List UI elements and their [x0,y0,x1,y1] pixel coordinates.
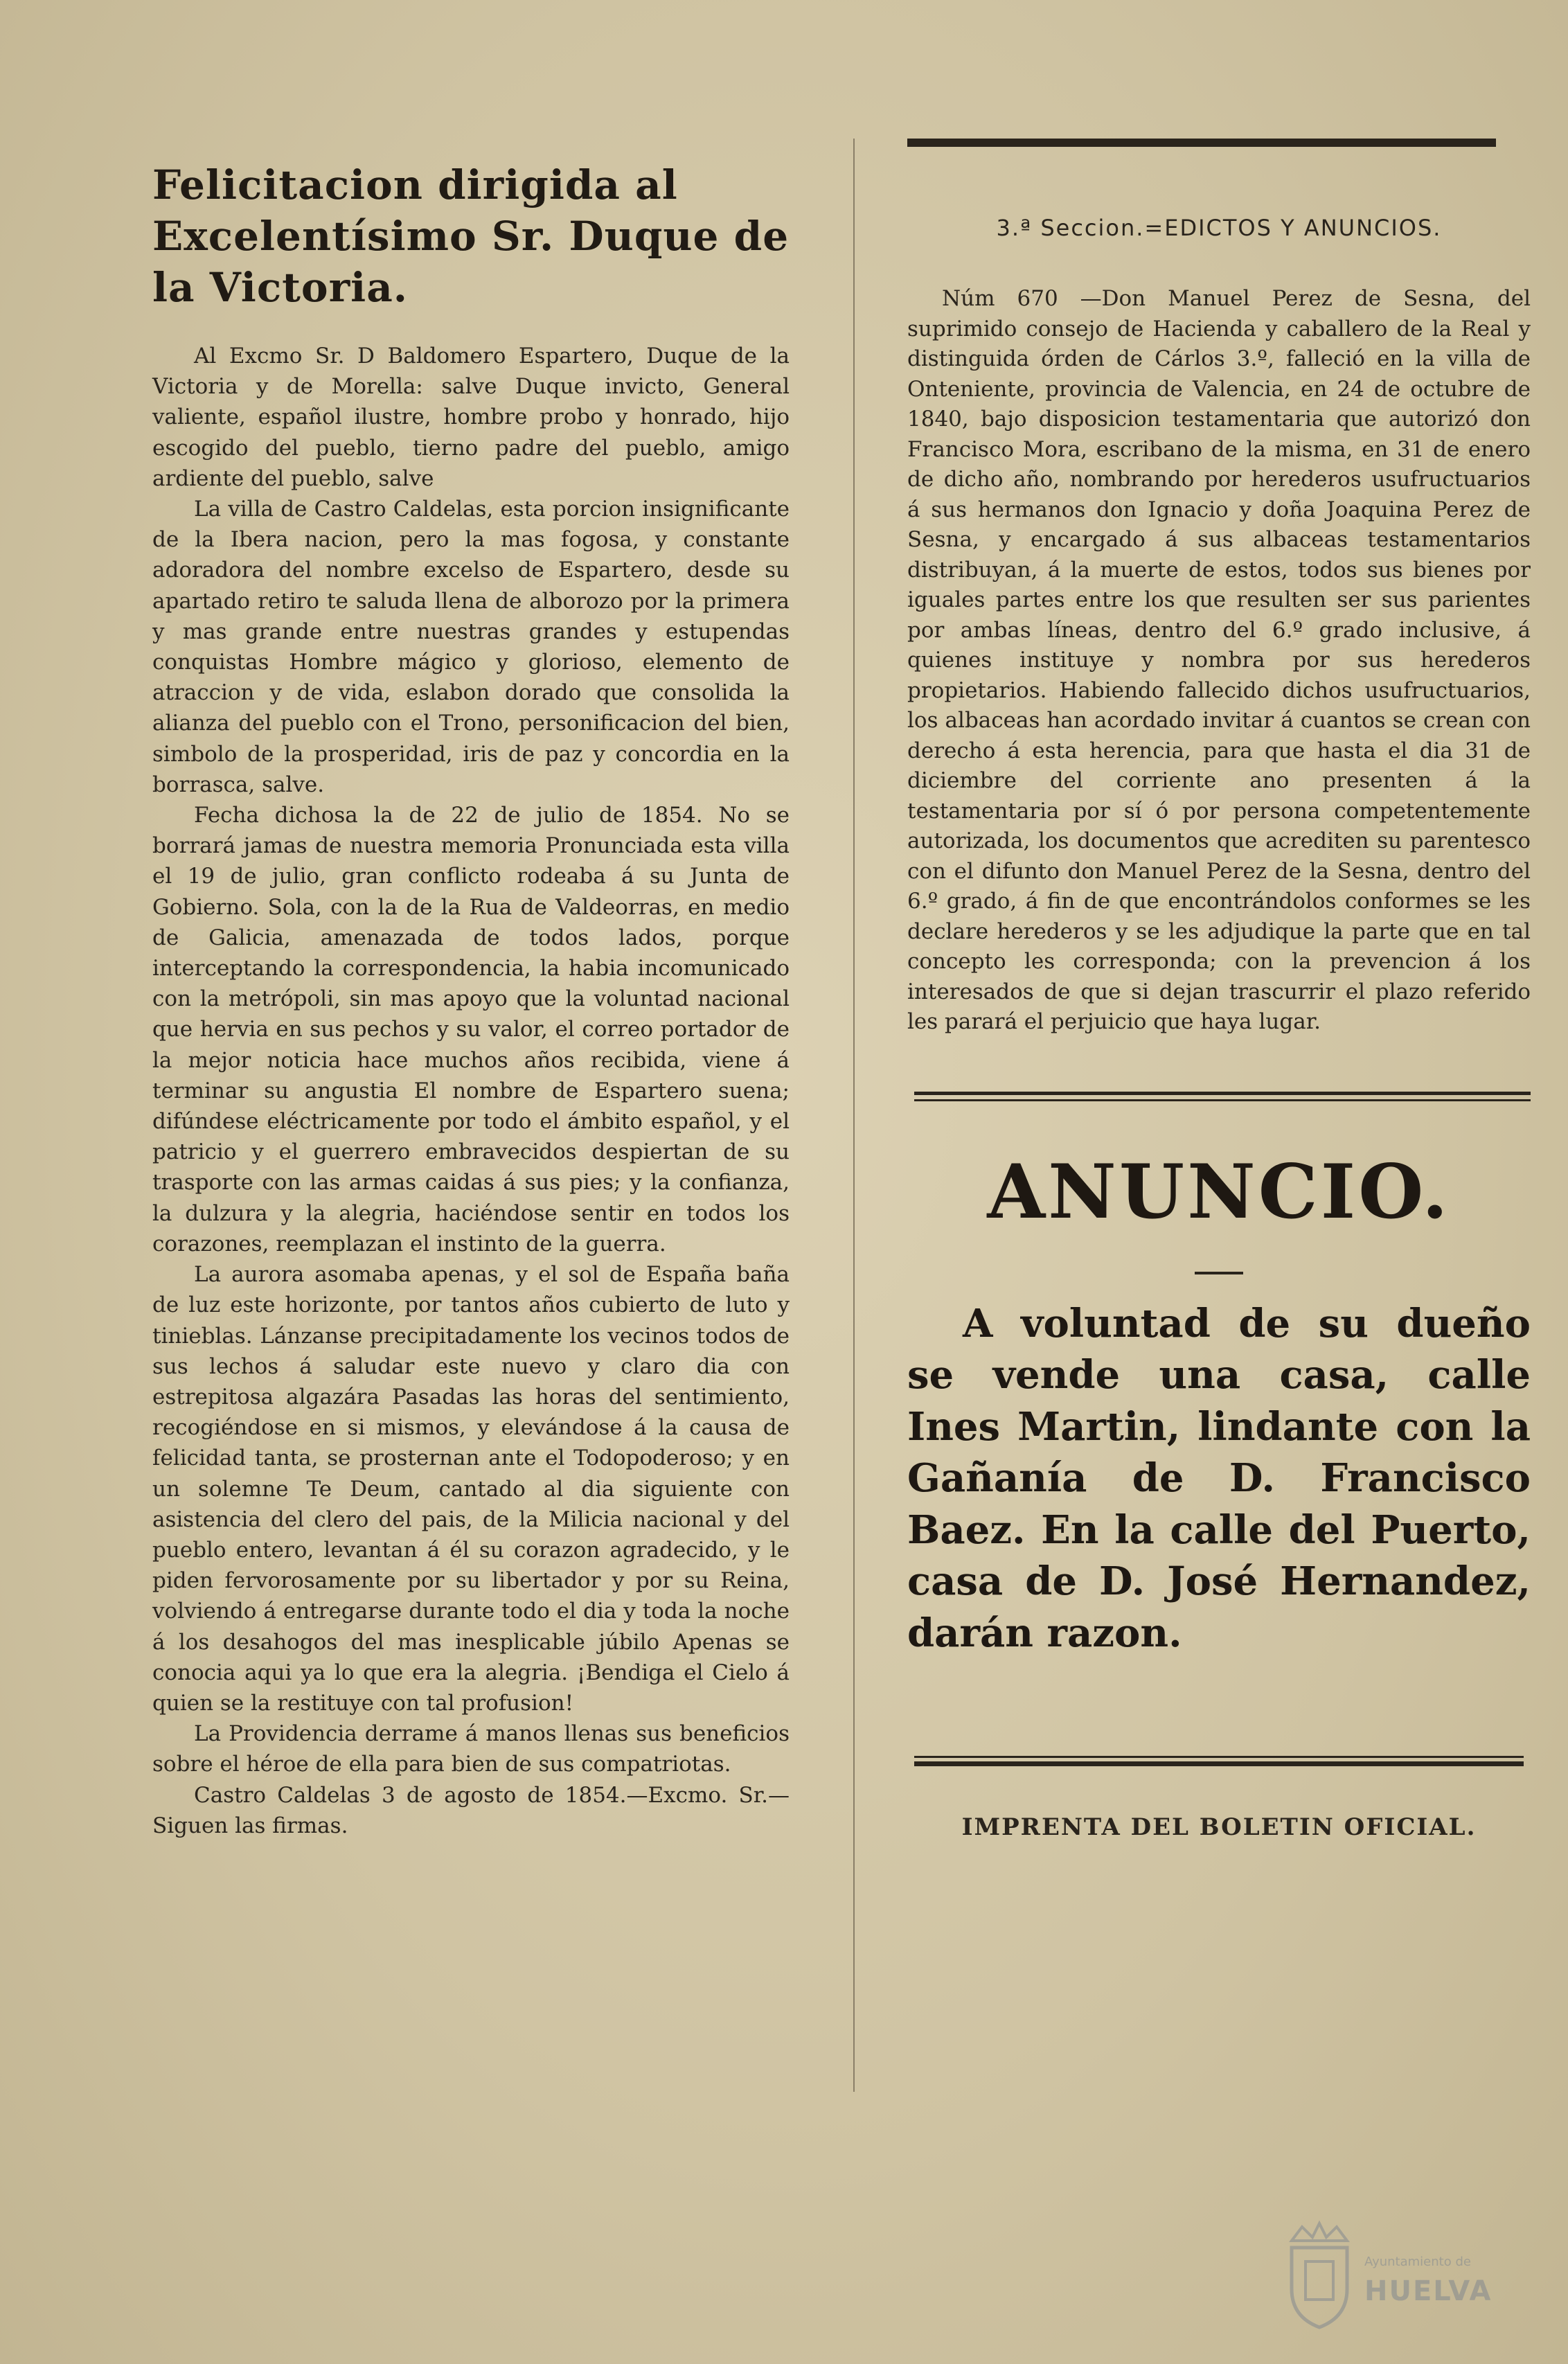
right-column [907,139,1531,1841]
archive-watermark [1281,2220,1531,2338]
bottom-rule [914,1756,1524,1766]
column-divider [853,139,855,2092]
top-rule [907,139,1496,147]
anuncio-heading: ANUNCIO. [987,1148,1451,1236]
section-heading: 3.ª Seccion.=EDICTOS Y ANUNCIOS. [996,215,1442,241]
article-title: Felicitacion dirigida al Excelentísimo Sr. Duque de la Victoria. [152,161,790,311]
anuncio-body: A voluntad de su dueño se vende una casa, calle Ines Martin, lindante con la Gañanía de D. Francisco Baez. En la calle del Puerto, casa de D. José Hernandez, darán razon. [907,1300,1531,1656]
left-column [152,159,790,1841]
watermark-caption: Ayuntamiento de [1364,2255,1471,2269]
watermark-city: HUELVA [1364,2275,1493,2307]
article-paragraph: La villa de Castro Caldelas, esta porcion insignificante de la Ibera nacion, pero la mas fogosa, y constante adoradora del nombre excelso de Espartero, desde su apartado retiro te saluda llena de alborozo por la primera y mas grande entre nuestras grandes y estupendas conquistas Hombre mágico y glorioso, elemento de atraccion y de vida, eslabon dorado que consolida la alianza del pueblo con el Trono, personificacion del bien, simbolo de la prosperidad, iris de paz y concordia en la borrasca, salve. [152,497,790,797]
article-paragraph: Al Excmo Sr. D Baldomero Espartero, Duque de la Victoria y de Morella: salve Duque invicto, General valiente, español ilustre, hombre probo y honrado, hijo escogido del pueblo, tierno padre del pueblo, amigo ardiente del pueblo, salve [152,344,790,491]
article-paragraph: La Providencia derrame á manos llenas sus beneficios sobre el héroe de ella para bien de sus compatriotas. [152,1721,790,1777]
separator-rule [914,1092,1531,1101]
article-signoff: Castro Caldelas 3 de agosto de 1854.—Excmo. Sr.—Siguen las firmas. [152,1782,790,1838]
article-paragraph: La aurora asomaba apenas, y el sol de España baña de luz este horizonte, por tantos años cubierto de luto y tinieblas. Lánzanse precipitadamente los vecinos todos de sus lechos á saludar este nuevo y claro dia con estrepitosa algazára Pasadas las horas del sentimiento, recogiéndose en si mismos, y elevándose á la causa de felicidad tanta, se prosternan ante el Todopoderoso; y en un solemne Te Deum, cantado al dia siguiente con asistencia del clero del pais, de la Milicia nacional y del pueblo entero, levantan á él su corazon agradecido, y le piden fervorosamente por su libertador y por su Reina, volviendo á entregarse durante todo el dia y toda la noche á los desahogos del mas inesplicable júbilo Apenas se conocia aqui ya lo que era la alegria. ¡Bendiga el Cielo á quien se la restituye con tal profusion! [152,1262,790,1716]
printer-imprint: IMPRENTA DEL BOLETIN OFICIAL. [961,1813,1477,1841]
article-body [152,341,790,1841]
crown-shield-icon [1281,2220,1357,2331]
dash-divider [1195,1272,1243,1274]
article-paragraph: Fecha dichosa la de 22 de julio de 1854. No se borrará jamas de nuestra memoria Pronunciada esta villa el 19 de julio, gran conflicto rodeaba á su Junta de Gobierno. Sola, con la de la Rua de Valdeorras, en medio de Galicia, amenazada de todos lados, porque interceptando la correspondencia, la habia incomunicado con la metrópoli, sin mas apoyo que la voluntad nacional que hervia en sus pechos y su valor, el correo portador de la mejor noticia hace muchos años recibida, viene á terminar su angustia El nombre de Espartero suena; difúndese eléctricamente por todo el ámbito español, y el patricio y el guerrero embravecidos despiertan de su trasporte con las armas caidas á sus pies; y la confianza, la dulzura y la alegria, haciéndose sentir en todos los corazones, reemplazan el instinto de la guerra. [152,803,790,1256]
edict-notice: Núm 670 —Don Manuel Perez de Sesna, del suprimido consejo de Hacienda y caballero de la Real y distinguida órden de Cárlos 3.º, falleció en la villa de Onteniente, provincia de Valencia, en 24 de octubre de 1840, bajo disposicion testamentaria que autorizó don Francisco Mora, escribano de la misma, en 31 de enero de dicho año, nombrando por herederos usufructuarios á sus hermanos don Ignacio y doña Joaquina Perez de Sesna, y encargado á sus albaceas testamentarios distribuyan, á la muerte de estos, todos sus bienes por iguales partes entre los que resulten ser sus parientes por ambas líneas, dentro del 6.º grado inclusive, á quienes instituye y nombra por sus herederos propietarios. Habiendo fallecido dichos usufructuarios, los albaceas han acordado invitar á cuantos se crean con derecho á esta herencia, para que hasta el dia 31 de diciembre del corriente ano presenten á la testamentaria por sí ó por persona competentemente autorizada, los documentos que acrediten su parentesco con el difunto don Manuel Perez de la Sesna, dentro del 6.º grado, á fin de que encontrándolos conformes se les declare herederos y se les adjudique la parte que en tal concepto les corresponda; con la prevencion á los interesados de que si dejan trascurrir el plazo referido les parará el perjuicio que haya lugar. [907,286,1531,1034]
